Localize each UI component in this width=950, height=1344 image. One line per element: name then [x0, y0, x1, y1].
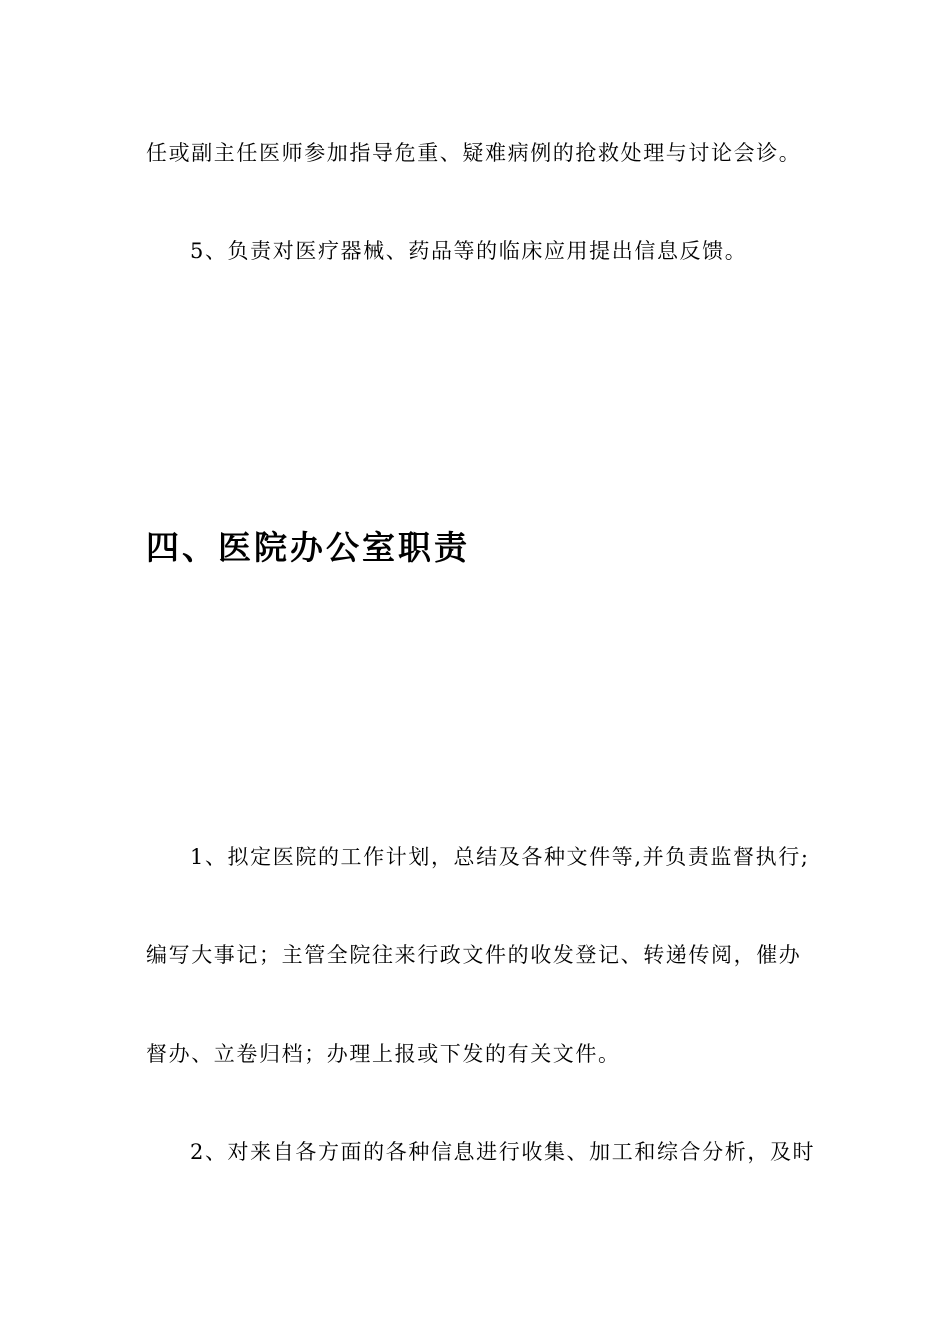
paragraph-line-item-1: 1、拟定医院的工作计划，总结及各种文件等,并负责监督执行;	[190, 845, 810, 869]
paragraph-line-continuation: 任或副主任医师参加指导危重、疑难病例的抢救处理与讨论会诊。	[146, 141, 802, 165]
section-heading: 四、医院办公室职责	[146, 528, 470, 567]
paragraph-line-item-1-cont: 编写大事记；主管全院往来行政文件的收发登记、转递传阅，催办	[146, 943, 802, 967]
paragraph-line-item-5: 5、负责对医疗器械、药品等的临床应用提出信息反馈。	[190, 239, 748, 263]
paragraph-line-item-1-end: 督办、立卷归档；办理上报或下发的有关文件。	[146, 1042, 621, 1066]
paragraph-line-item-2: 2、对来自各方面的各种信息进行收集、加工和综合分析，及时	[190, 1140, 816, 1164]
